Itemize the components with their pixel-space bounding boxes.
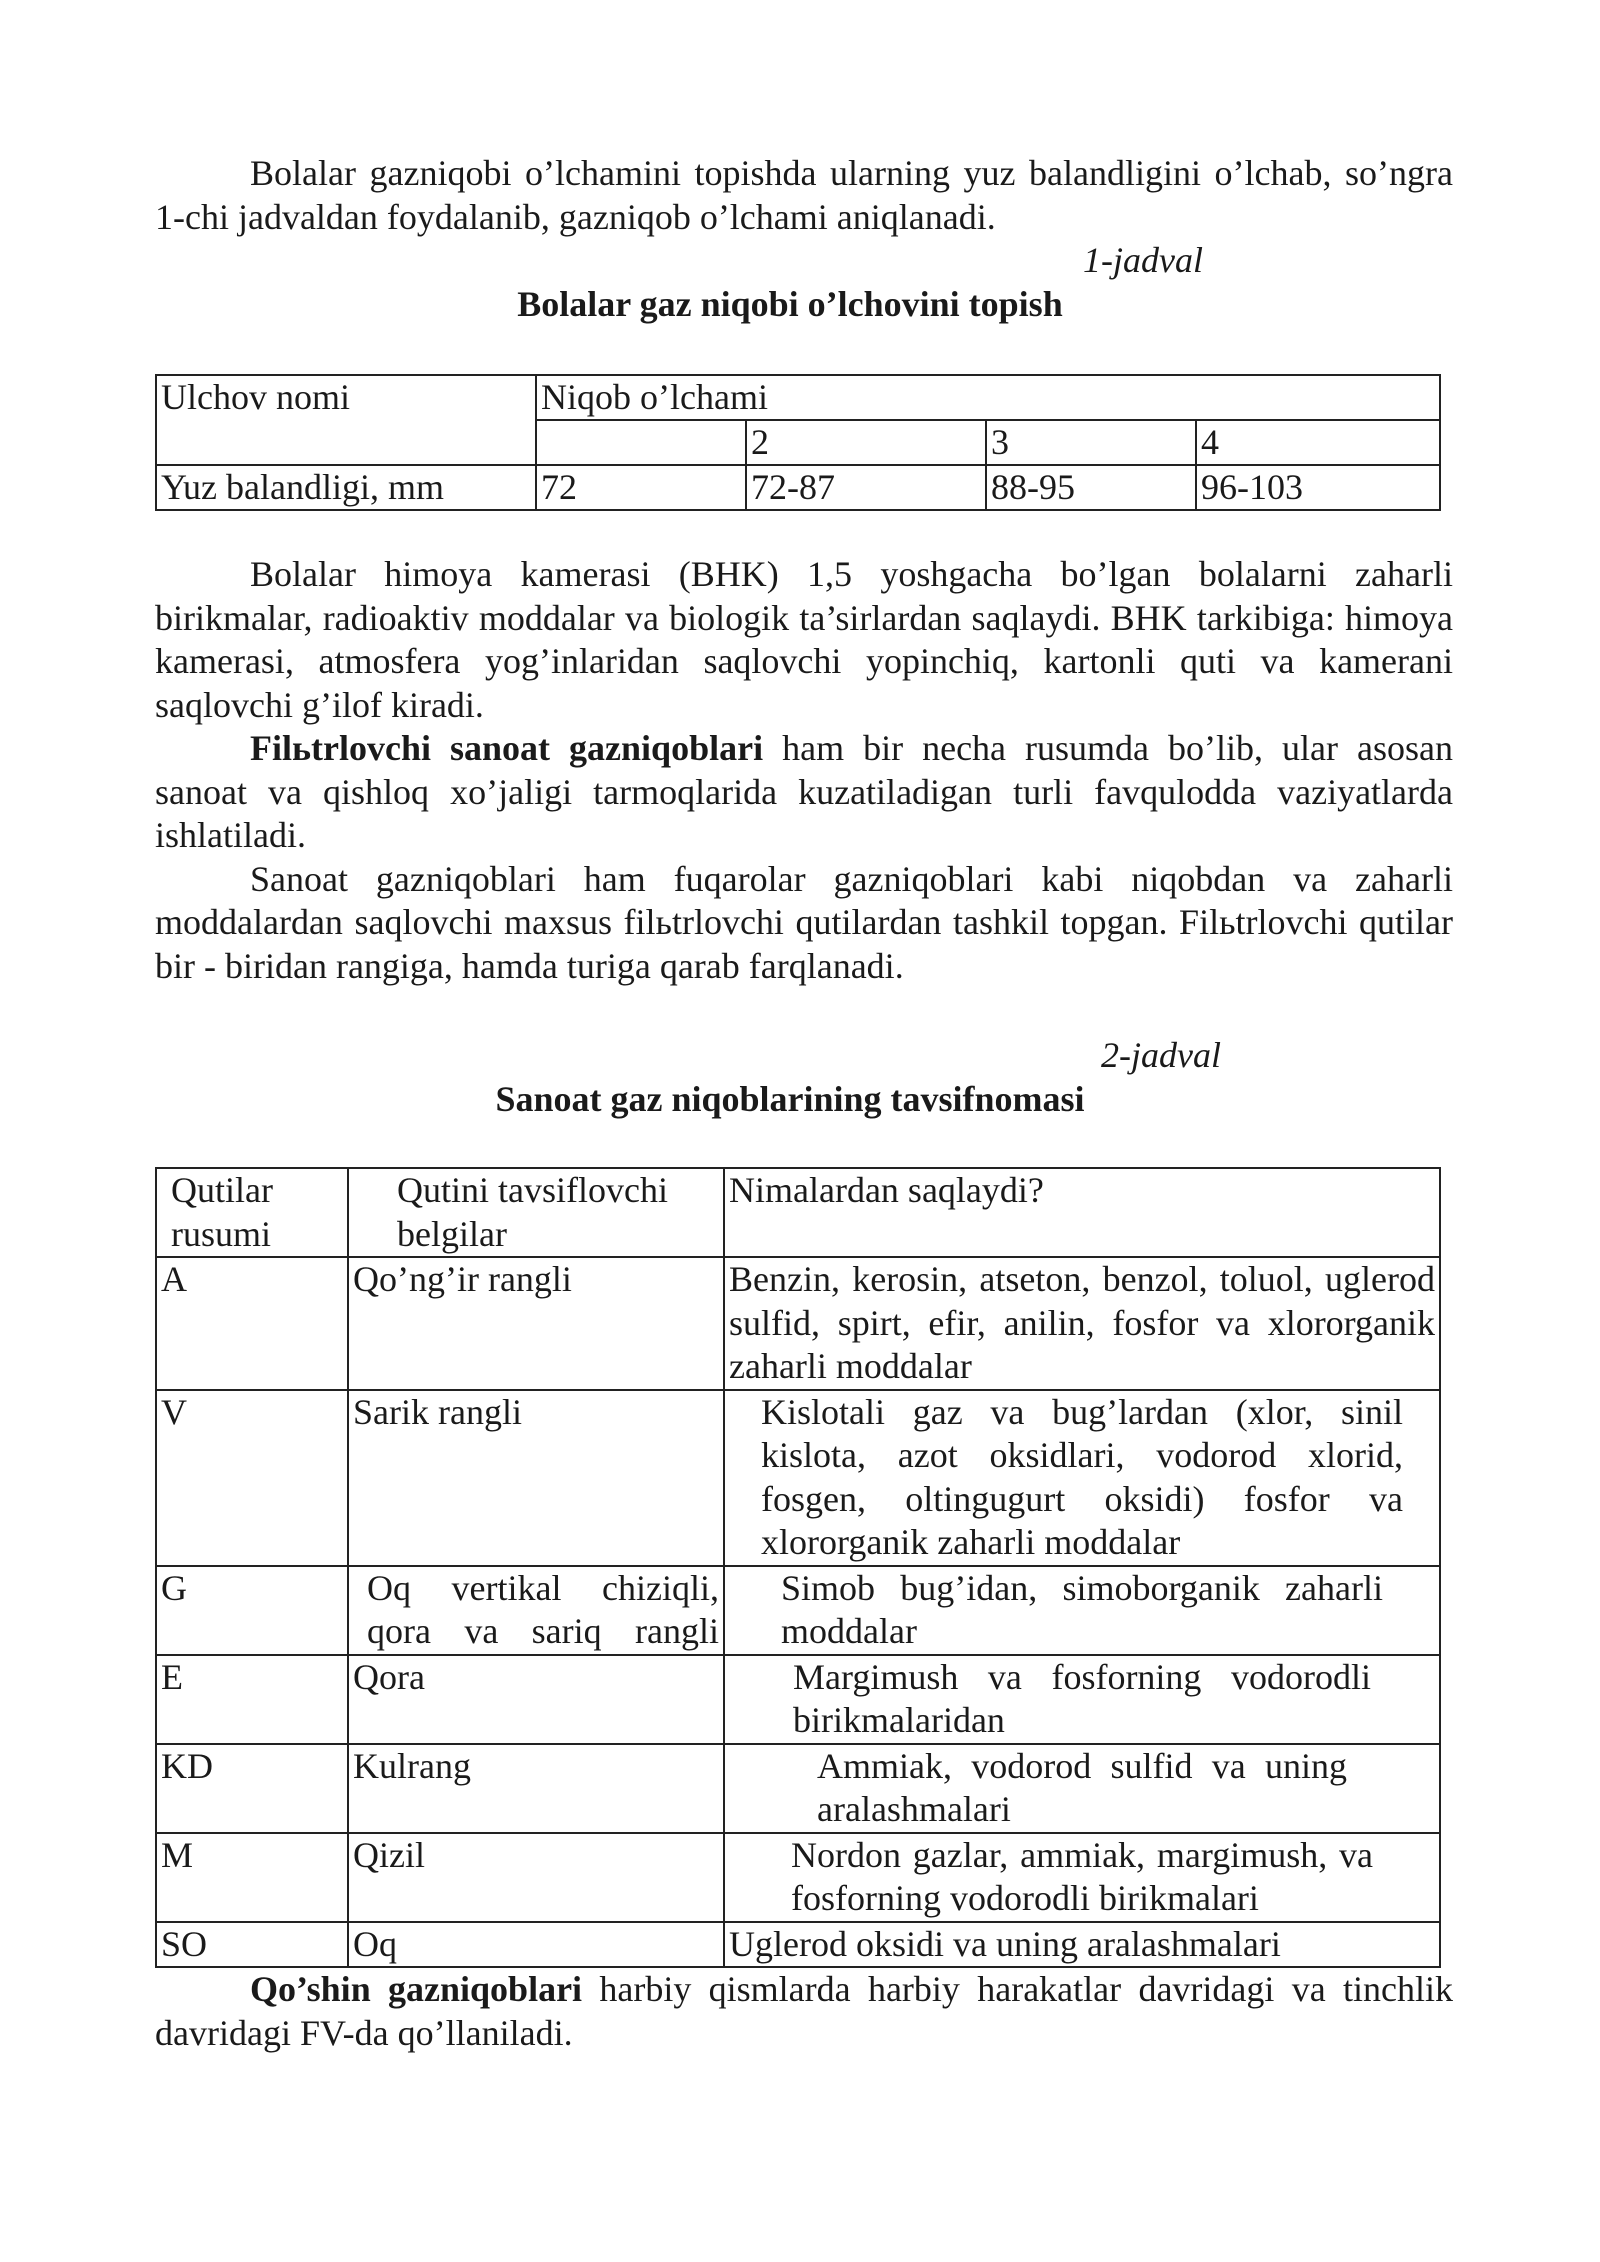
intro-paragraph: Bolalar gazniqobi o’lchamini topishda ularning yuz balandligini o’lchab, so’ngra 1-chi jadvaldan foydalanib, gazniqob o’lchami aniqlanadi. [155,153,1453,237]
table2-title: Sanoat gaz niqoblarining tavsifnomasi [495,1078,1085,1119]
table1-label: 1-jadval [1083,240,1203,280]
table2-sign-cell: Oq [348,1922,724,1968]
table2-protects-cell: Margimush va fosforning vodorodli birikmalaridan [724,1655,1440,1744]
table2-protects-cell: Ammiak, vodorod sulfid va uning aralashmalari [724,1744,1440,1833]
table2-protects-cell: Benzin, kerosin, atseton, benzol, toluol, uglerod sulfid, spirt, efir, anilin, fosfor va xlororganik zaharli moddalar [724,1257,1440,1390]
table1-cell: 72-87 [746,465,986,510]
table2-row [156,1833,1440,1922]
table2-row [156,1655,1440,1744]
table2-code-cell: KD [156,1744,348,1833]
table2-code-cell: V [156,1390,348,1566]
table2-sign-cell: Qora [348,1655,724,1744]
table1-cell: 96-103 [1196,465,1440,510]
table2-header-cell: Qutilar rusumi [156,1168,348,1257]
table2-label: 2-jadval [1101,1035,1221,1075]
table2-code-cell: G [156,1566,348,1655]
table1-title: Bolalar gaz niqobi o’lchovini topish [517,283,1063,324]
table1-header-mask-size: Niqob o’lchami [536,375,1440,420]
bhk-paragraph: Bolalar himoya kamerasi (BHK) 1,5 yoshgacha bo’lgan bolalarni zaharli birikmalar, radioaktiv moddalar va biologik ta’sirlardan saqlaydi. BHK tarkibiga: himoya kamerasi, atmosfera yog’inlaridan saqlovchi yopinchiq, kartonli quti va kamerani saqlovchi g’ilof kiradi. [155,554,1453,725]
table1-subheader-cell: 3 [986,420,1196,465]
table2-code-cell: M [156,1833,348,1922]
table2-code-cell: E [156,1655,348,1744]
table1-header-measure-name: Ulchov nomi [156,375,536,465]
table2-row [156,1257,1440,1390]
filter-paragraph [155,727,1453,858]
table2-protects-cell: Simob bug’idan, simoborganik zaharli moddalar [724,1566,1440,1655]
table2-industrial-masks [155,1167,1441,1968]
table1-data-row [156,465,1440,510]
table2-protects-cell: Uglerod oksidi va uning aralashmalari [724,1922,1440,1968]
table2-header-cell: Nimalardan saqlaydi? [724,1168,1440,1257]
table2-header-row [156,1168,1440,1257]
military-paragraph-bold: Qo’shin gazniqoblari [250,1969,583,2009]
table2-code-cell: SO [156,1922,348,1968]
filter-paragraph-bold: Filьtrlovchi sanoat gazniqoblari [250,728,764,768]
table2-sign-cell: Oq vertikal chiziqli, qora va sariq rangli [348,1566,724,1655]
table2-sign-cell: Qizil [348,1833,724,1922]
table1-subheader-cell: 2 [746,420,986,465]
table2-sign-cell: Kulrang [348,1744,724,1833]
table2-protects-cell: Nordon gazlar, ammiak, margimush, va fosforning vodorodli birikmalari [724,1833,1440,1922]
table1-header-row [156,375,1440,420]
table2-header-cell: Qutini tavsiflovchi belgilar [348,1168,724,1257]
table1-subheader-cell: 4 [1196,420,1440,465]
table1-cell: 88-95 [986,465,1196,510]
table2-row [156,1744,1440,1833]
military-paragraph-text: harbiy qismlarda harbiy harakatlar davridagi va tinchlik davridagi FV-da qo’llaniladi. [155,1969,1453,2053]
industrial-paragraph: Sanoat gazniqoblari ham fuqarolar gazniqoblari kabi niqobdan va zaharli moddalardan saqlovchi maxsus filьtrlovchi qutilardan tashkil topgan. Filьtrlovchi qutilar bir - biridan rangiga, hamda turiga qarab farqlanadi. [155,858,1453,986]
table2-row [156,1390,1440,1566]
filter-paragraph-text: ham bir necha rusumda bo’lib, ular asosan sanoat va qishloq xo’jaligi tarmoqlarida kuzatiladigan turli favqulodda vaziyatlarda ishlatiladi. [155,728,1453,855]
table2-row [156,1566,1440,1655]
document-page [155,152,1453,2055]
table1-mask-size [155,374,1441,511]
table2-code-cell: A [156,1257,348,1390]
military-paragraph [155,1968,1453,2055]
table1-cell: 72 [536,465,746,510]
table2-sign-cell: Qo’ng’ir rangli [348,1257,724,1390]
table2-protects-cell: Kislotali gaz va bug’lardan (xlor, sinil kislota, azot oksidlari, vodorod xlorid, fosgen, oltingugurt oksidi) fosfor va xlororganik zaharli moddalar [724,1390,1440,1566]
table1-row-label: Yuz balandligi, mm [156,465,536,510]
table2-row [156,1922,1440,1968]
table2-sign-cell: Sarik rangli [348,1390,724,1566]
table1-subheader-cell [536,420,746,465]
